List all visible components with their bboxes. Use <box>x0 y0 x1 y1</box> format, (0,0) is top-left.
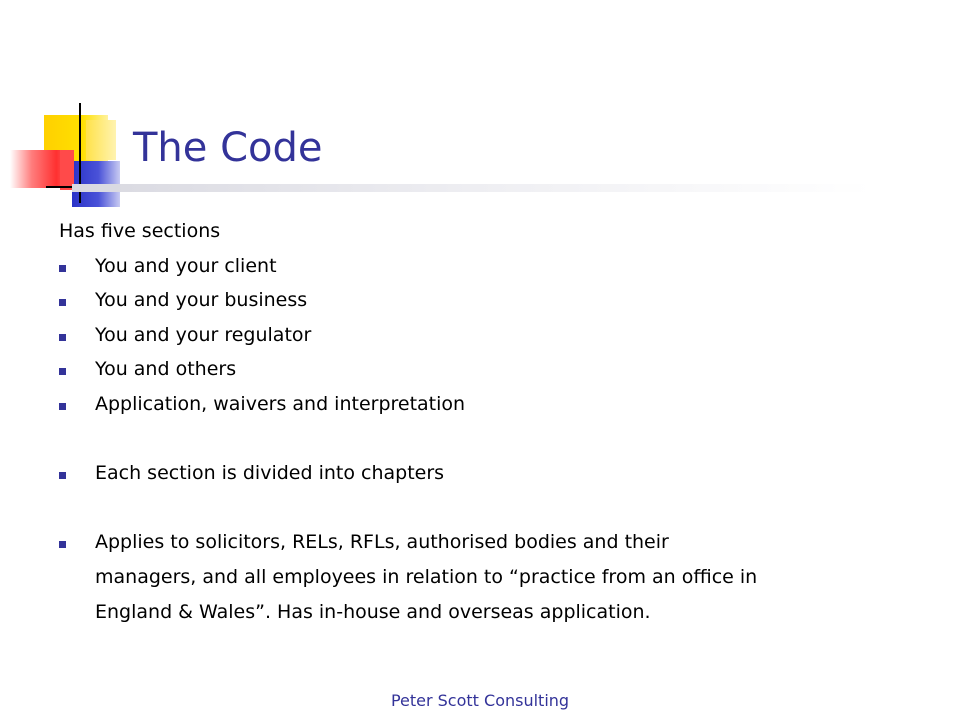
bullet-text: You and your business <box>95 289 308 311</box>
bullet-continuation-line: managers, and all employees in relation to “practice from an office in <box>95 566 758 588</box>
bullet-text: Each section is divided into chapters <box>95 462 445 484</box>
bullet-continuation-line: England & Wales”. Has in-house and overseas application. <box>95 601 651 623</box>
bullet-text: You and others <box>95 358 237 380</box>
decor-yellow-highlight <box>86 120 116 160</box>
square-bullet-icon <box>59 334 66 341</box>
square-bullet-icon <box>59 472 66 479</box>
title-underline-rule <box>72 184 872 192</box>
bullet-text: Application, waivers and interpretation <box>95 393 466 415</box>
bullet-text: You and your client <box>95 255 277 277</box>
bullet-text: You and your regulator <box>95 324 312 346</box>
slide-title: The Code <box>133 125 323 171</box>
square-bullet-icon <box>59 403 66 410</box>
footer-text: Peter Scott Consulting <box>390 691 570 710</box>
square-bullet-icon <box>59 368 66 375</box>
square-bullet-icon <box>59 265 66 272</box>
intro-text: Has five sections <box>59 220 221 242</box>
square-bullet-icon <box>59 541 66 548</box>
square-bullet-icon <box>59 299 66 306</box>
bullet-text: Applies to solicitors, RELs, RFLs, authorised bodies and their <box>95 531 669 553</box>
